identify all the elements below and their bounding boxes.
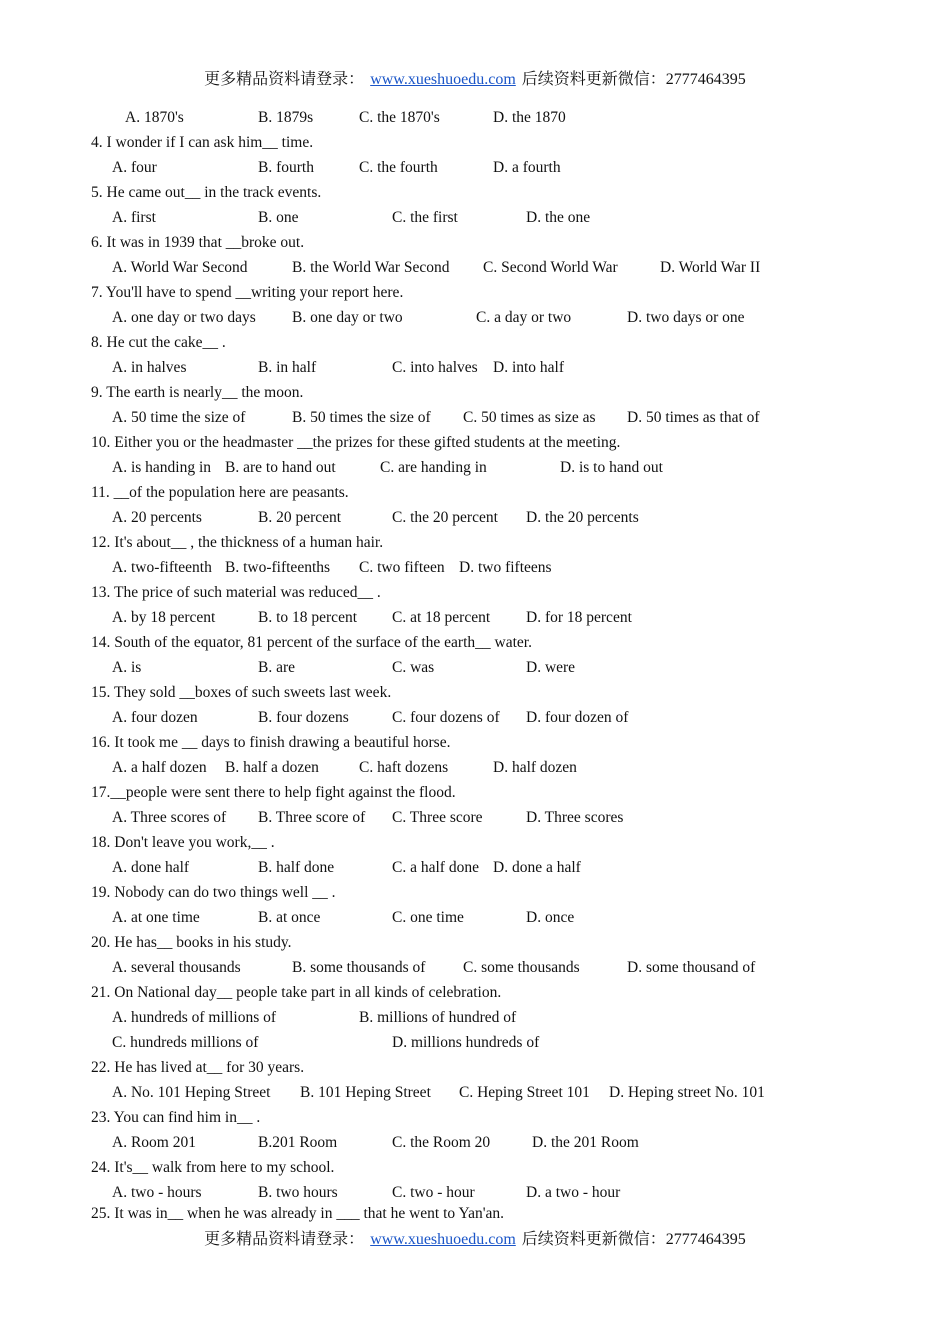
option: B. in half xyxy=(258,359,317,376)
option: D. some thousand of xyxy=(627,959,756,976)
option: A. 1870's xyxy=(125,109,184,126)
header-suffix: 后续资料更新微信：2777464395 xyxy=(521,71,746,88)
question: 19. Nobody can do two things well __ . xyxy=(91,884,336,901)
option: A. one day or two days xyxy=(112,309,256,326)
question: 7. You'll have to spend __writing your report here. xyxy=(91,284,404,301)
option: A. at one time xyxy=(112,909,200,926)
footer-suffix: 后续资料更新微信：2777464395 xyxy=(521,1231,746,1248)
question: 12. It's about__ , the thickness of a human hair. xyxy=(91,534,384,551)
option: B. the World War Second xyxy=(292,259,450,276)
option: C. Heping Street 101 xyxy=(459,1084,590,1101)
option: C. two fifteen xyxy=(359,559,445,576)
question: 13. The price of such material was reduced__ . xyxy=(91,584,381,601)
option: D. a two - hour xyxy=(526,1184,621,1201)
option: A. several thousands xyxy=(112,959,241,976)
option: C. two - hour xyxy=(392,1184,475,1201)
header-link[interactable]: www.xueshuoedu.com xyxy=(370,71,516,88)
option: D. two fifteens xyxy=(459,559,552,576)
page-header xyxy=(0,66,950,89)
option: C. a half done xyxy=(392,859,479,876)
option: C. Second World War xyxy=(483,259,618,276)
option: C. Three score xyxy=(392,809,483,826)
option: C. hundreds millions of xyxy=(112,1034,259,1051)
option: D. millions hundreds of xyxy=(392,1034,540,1051)
question: 9. The earth is nearly__ the moon. xyxy=(91,384,304,401)
option: B. 101 Heping Street xyxy=(300,1084,431,1101)
option: A. two - hours xyxy=(112,1184,202,1201)
question: 5. He came out__ in the track events. xyxy=(91,184,322,201)
option: B. are xyxy=(258,659,296,676)
option: C. was xyxy=(392,659,435,676)
option: A. four xyxy=(112,159,157,176)
option: D. four dozen of xyxy=(526,709,629,726)
question: 17.__people were sent there to help fight against the flood. xyxy=(91,784,456,801)
option: D. Three scores xyxy=(526,809,624,826)
option: B. one xyxy=(258,209,299,226)
footer-link[interactable]: www.xueshuoedu.com xyxy=(370,1231,516,1248)
option: C. four dozens of xyxy=(392,709,500,726)
option: D. for 18 percent xyxy=(526,609,632,626)
option: A. hundreds of millions of xyxy=(112,1009,277,1026)
option: A. a half dozen xyxy=(112,759,207,776)
option: B. two hours xyxy=(258,1184,338,1201)
option: D. done a half xyxy=(493,859,581,876)
option: A. first xyxy=(112,209,156,226)
option: B. fourth xyxy=(258,159,314,176)
option: C. the Room 20 xyxy=(392,1134,491,1151)
option: C. the fourth xyxy=(359,159,438,176)
option: B. are to hand out xyxy=(225,459,336,476)
option: A. in halves xyxy=(112,359,187,376)
option: D. were xyxy=(526,659,576,676)
option: B.201 Room xyxy=(258,1134,338,1151)
option: B. some thousands of xyxy=(292,959,426,976)
option: D. once xyxy=(526,909,575,926)
option: A. Room 201 xyxy=(112,1134,196,1151)
option: A. No. 101 Heping Street xyxy=(112,1084,271,1101)
question: 18. Don't leave you work,__ . xyxy=(91,834,275,851)
option: B. one day or two xyxy=(292,309,403,326)
option: C. some thousands xyxy=(463,959,580,976)
option: A. 50 time the size of xyxy=(112,409,246,426)
option: D. two days or one xyxy=(627,309,745,326)
option: A. Three scores of xyxy=(112,809,227,826)
page-footer xyxy=(0,1226,950,1249)
option: B. to 18 percent xyxy=(258,609,358,626)
option: D. a fourth xyxy=(493,159,561,176)
option: D. World War II xyxy=(660,259,761,276)
option: C. the first xyxy=(392,209,458,226)
option: D. into half xyxy=(493,359,565,376)
option: D. half dozen xyxy=(493,759,577,776)
option: D. the 1870 xyxy=(493,109,566,126)
option: A. 20 percents xyxy=(112,509,202,526)
option: D. the 20 percents xyxy=(526,509,639,526)
question: 25. It was in__ when he was already in ___ that he went to Yan'an. xyxy=(91,1205,505,1222)
question: 4. I wonder if I can ask him__ time. xyxy=(91,134,314,151)
option: A. done half xyxy=(112,859,190,876)
option: B. Three score of xyxy=(258,809,366,826)
question: 11. __of the population here are peasants. xyxy=(91,484,349,501)
option: C. are handing in xyxy=(380,459,487,476)
option: A. World War Second xyxy=(112,259,248,276)
option: C. the 1870's xyxy=(359,109,440,126)
option: A. two-fifteenth xyxy=(112,559,212,576)
question: 23. You can find him in__ . xyxy=(91,1109,261,1126)
header-prefix: 更多精品资料请登录： xyxy=(204,71,365,88)
question: 10. Either you or the headmaster __the prizes for these gifted students at the meeting. xyxy=(91,434,621,451)
option: B. 1879s xyxy=(258,109,314,126)
question: 22. He has lived at__ for 30 years. xyxy=(91,1059,305,1076)
option: A. is xyxy=(112,659,142,676)
option: D. is to hand out xyxy=(560,459,663,476)
question: 16. It took me __ days to finish drawing a beautiful horse. xyxy=(91,734,451,751)
option: A. by 18 percent xyxy=(112,609,216,626)
option: D. 50 times as that of xyxy=(627,409,760,426)
option: C. haft dozens xyxy=(359,759,449,776)
question: 20. He has__ books in his study. xyxy=(91,934,292,951)
option: B. four dozens xyxy=(258,709,349,726)
option: C. at 18 percent xyxy=(392,609,491,626)
option: C. into halves xyxy=(392,359,478,376)
option: A. is handing in xyxy=(112,459,212,476)
question: 24. It's__ walk from here to my school. xyxy=(91,1159,335,1176)
option: A. four dozen xyxy=(112,709,198,726)
option: D. Heping street No. 101 xyxy=(609,1084,765,1101)
option: B. 50 times the size of xyxy=(292,409,431,426)
question: 14. South of the equator, 81 percent of the surface of the earth__ water. xyxy=(91,634,532,651)
option: B. at once xyxy=(258,909,321,926)
option: D. the one xyxy=(526,209,591,226)
footer-prefix: 更多精品资料请登录： xyxy=(204,1231,365,1248)
option: B. millions of hundred of xyxy=(359,1009,517,1026)
option: B. 20 percent xyxy=(258,509,342,526)
option: C. the 20 percent xyxy=(392,509,498,526)
option: C. one time xyxy=(392,909,464,926)
option: B. half done xyxy=(258,859,335,876)
option: C. a day or two xyxy=(476,309,572,326)
option: D. the 201 Room xyxy=(532,1134,639,1151)
question: 15. They sold __boxes of such sweets last week. xyxy=(91,684,392,701)
option: C. 50 times as size as xyxy=(463,409,596,426)
question: 21. On National day__ people take part in all kinds of celebration. xyxy=(91,984,502,1001)
option: B. half a dozen xyxy=(225,759,319,776)
option: B. two-fifteenths xyxy=(225,559,331,576)
question: 8. He cut the cake__ . xyxy=(91,334,226,351)
question: 6. It was in 1939 that __broke out. xyxy=(91,234,305,251)
